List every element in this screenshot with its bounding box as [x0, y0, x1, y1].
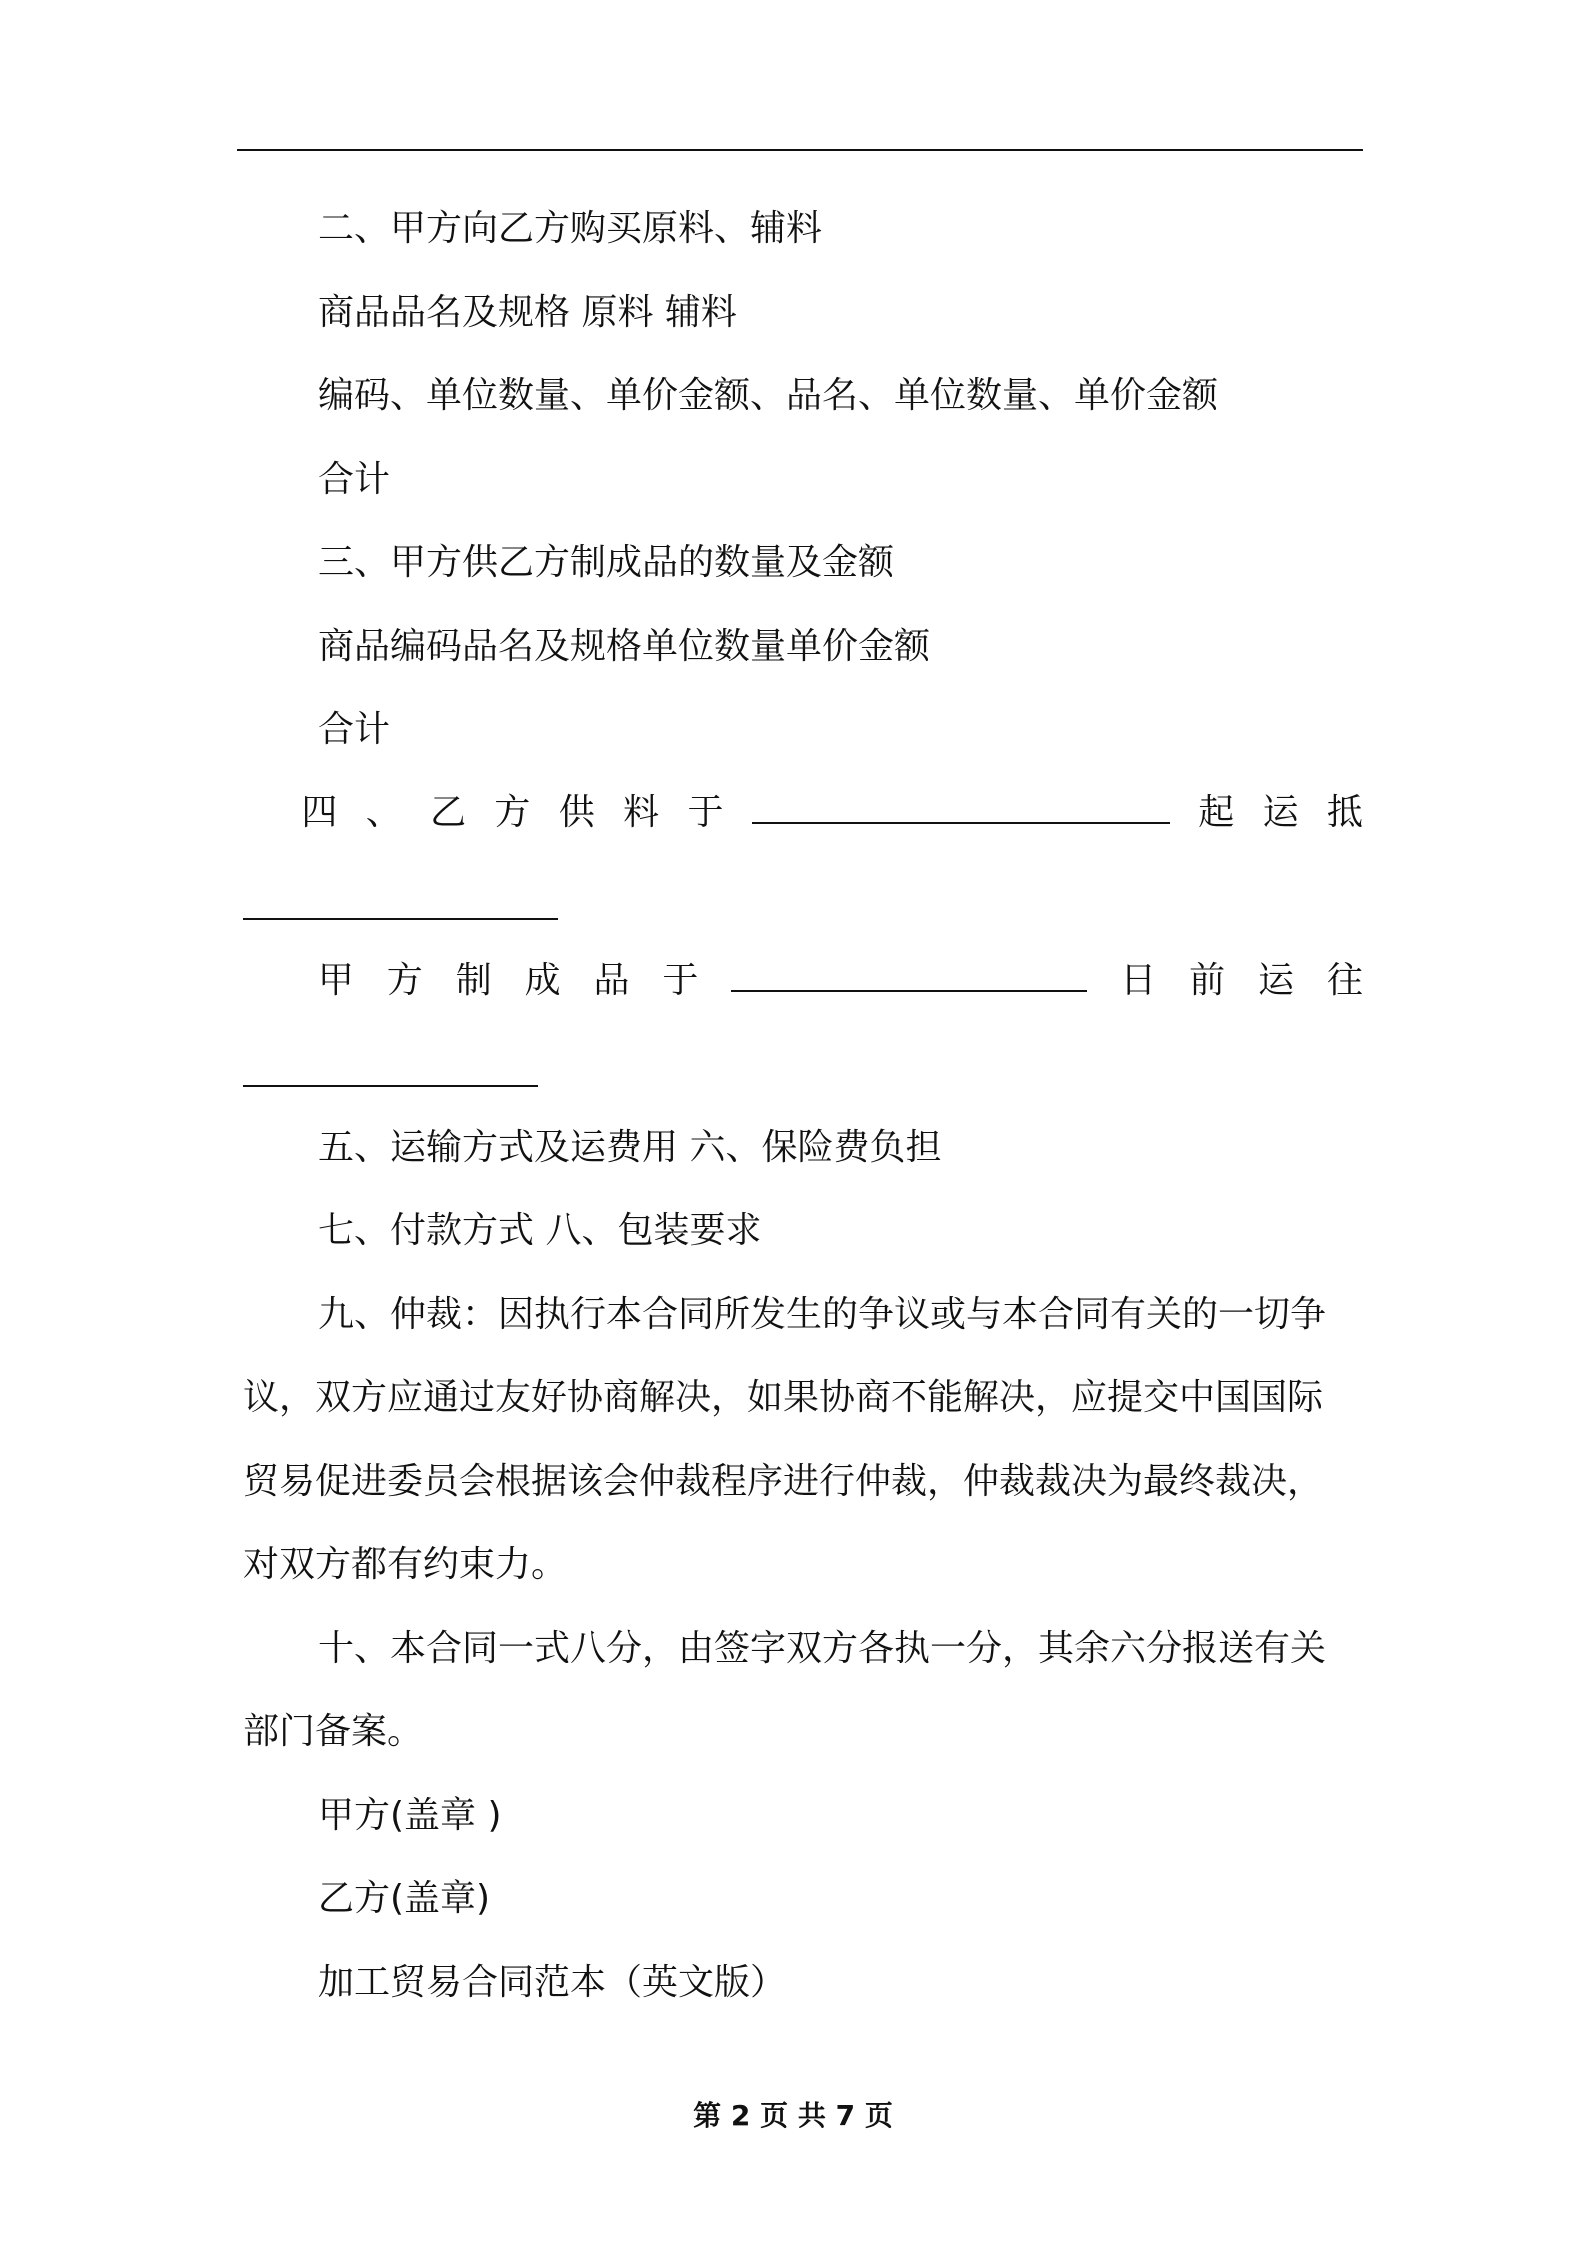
char: 制: [455, 960, 492, 1001]
char: 前: [1189, 960, 1226, 1001]
arbitration-line-3: 贸易促进委员会根据该会仲裁程序进行仲裁，仲裁裁决为最终裁决，: [243, 1461, 1324, 1502]
page-number: 第 2 页 共 7 页: [693, 2099, 893, 2132]
section-3-total: 合计: [318, 709, 391, 750]
char: 、: [365, 792, 402, 833]
char: 往: [1326, 960, 1363, 1001]
next-document-title: 加工贸易合同范本（英文版）: [318, 1962, 787, 2003]
copies-line-1: 十、本合同一式八分，由签字双方各执一分，其余六分报送有关: [318, 1628, 1327, 1669]
char: 乙: [430, 792, 467, 833]
header-rule: [237, 149, 1363, 151]
char: 运: [1262, 792, 1299, 833]
section-4-delivery-line: [243, 957, 1363, 1005]
blank-ship-to: [243, 1085, 538, 1087]
section-3-columns: 商品编码品名及规格单位数量单价金额: [318, 626, 931, 667]
char: 成: [524, 960, 561, 1001]
char: 起: [1198, 792, 1235, 833]
section-5-6: 五、运输方式及运费用 六、保险费负担: [318, 1127, 942, 1168]
arbitration-line-1: 九、仲裁：因执行本合同所发生的争议或与本合同有关的一切争: [318, 1294, 1327, 1335]
char: 运: [1258, 960, 1295, 1001]
char: 抵: [1326, 792, 1363, 833]
party-b-seal: 乙方(盖章): [318, 1878, 491, 1919]
section-2-columns: 编码、单位数量、单价金额、品名、单位数量、单价金额: [318, 375, 1219, 416]
char: 料: [623, 792, 660, 833]
section-2-goods-row: 商品品名及规格 原料 辅料: [318, 292, 737, 333]
char: 方: [386, 960, 423, 1001]
blank-origin: [752, 792, 1170, 824]
blank-destination: [243, 918, 558, 920]
char: 方: [494, 792, 531, 833]
char: 于: [662, 960, 699, 1001]
char: 供: [558, 792, 595, 833]
arbitration-line-2: 议，双方应通过友好协商解决，如果协商不能解决，应提交中国国际: [243, 1377, 1324, 1418]
char: 四: [301, 792, 338, 833]
section-2-heading: 二、甲方向乙方购买原料、辅料: [318, 208, 823, 249]
char: 于: [687, 792, 724, 833]
party-a-seal: 甲方(盖章 ): [318, 1795, 502, 1836]
section-2-total: 合计: [318, 459, 391, 500]
char: 甲: [317, 960, 354, 1001]
copies-line-2: 部门备案。: [243, 1711, 424, 1752]
char: 日: [1120, 960, 1157, 1001]
section-3-heading: 三、甲方供乙方制成品的数量及金额: [318, 542, 895, 583]
arbitration-line-4: 对双方都有约束力。: [243, 1544, 568, 1585]
char: 品: [593, 960, 630, 1001]
section-7-8: 七、付款方式 八、包装要求: [318, 1210, 762, 1251]
section-4-supply-line: [243, 789, 1363, 837]
blank-date: [731, 960, 1087, 992]
